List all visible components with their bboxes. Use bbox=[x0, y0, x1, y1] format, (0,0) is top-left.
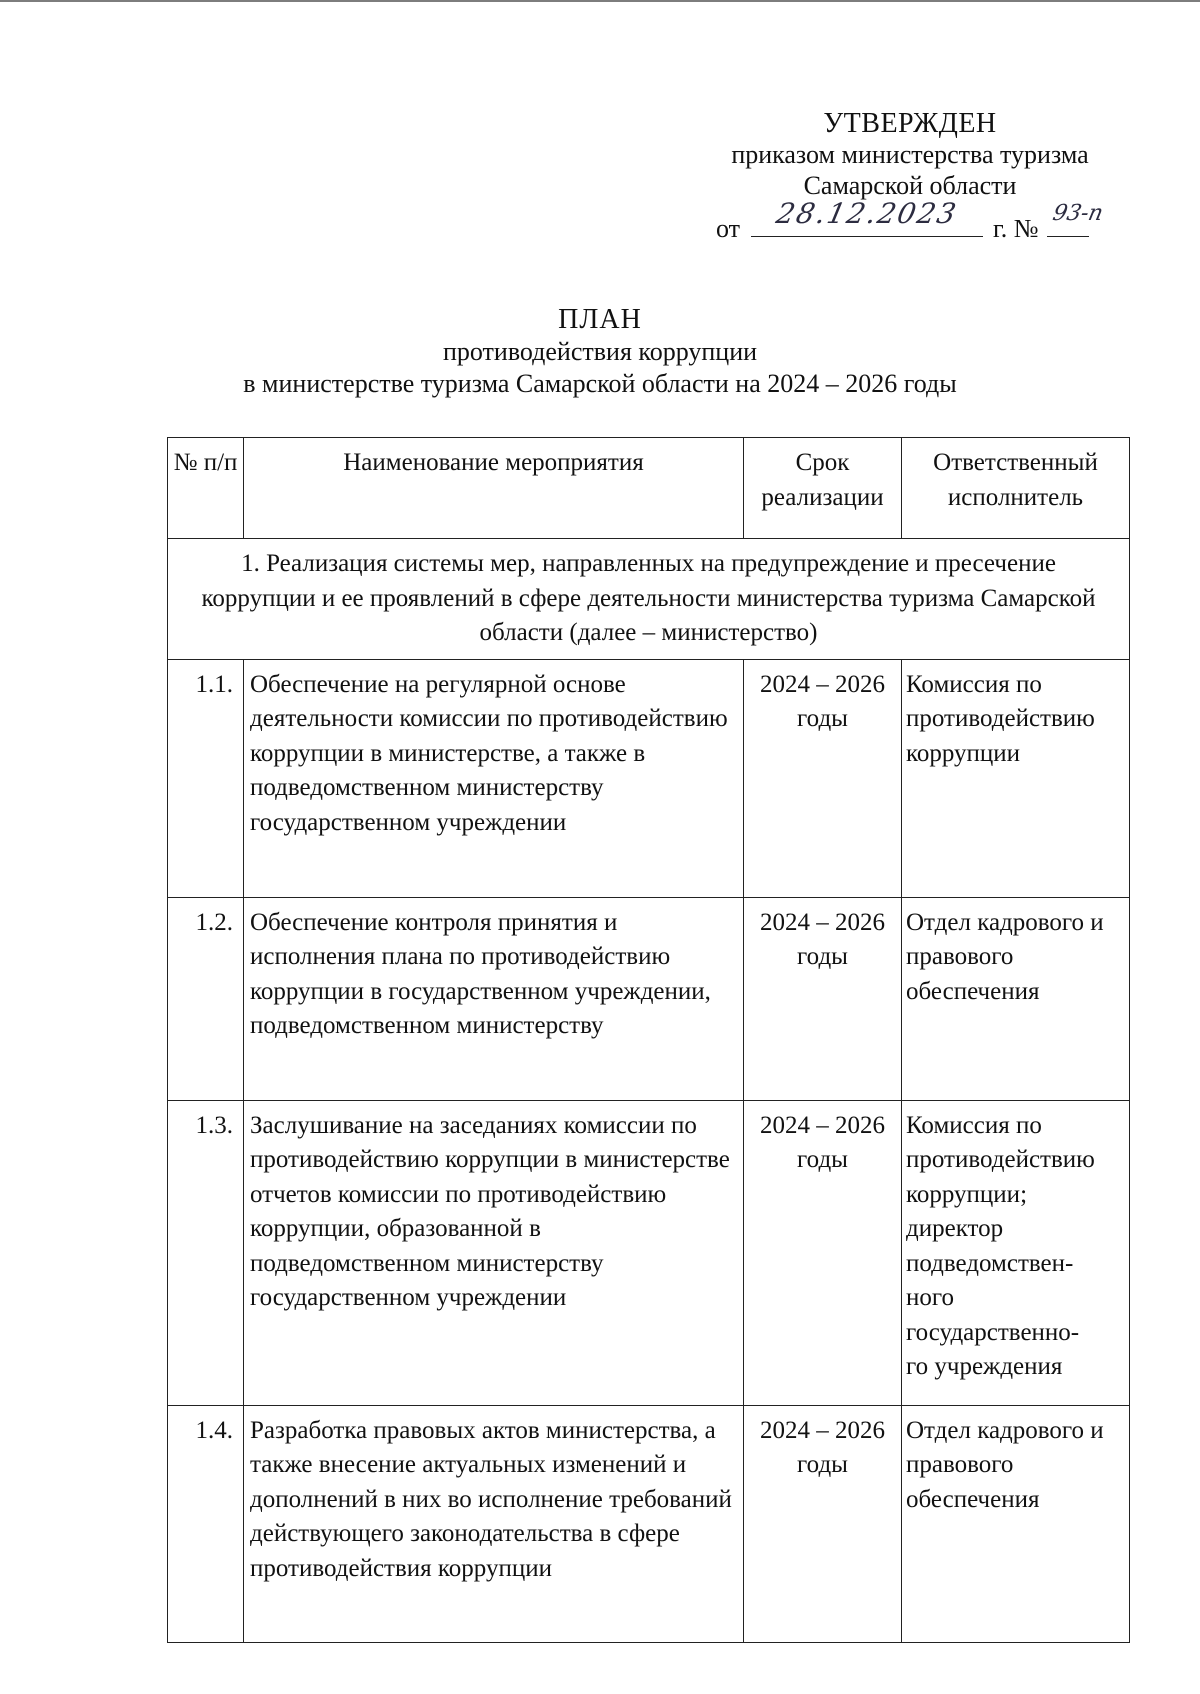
plan-title-block bbox=[160, 304, 1040, 400]
row-name: Обеспечение контроля принятия и исполнения плана по противодействию коррупции в государственном учреждении, подведомственном министерству bbox=[244, 897, 744, 1100]
section-title: 1. Реализация системы мер, направленных на предупреждение и пресечение коррупции и ее проявлений в сфере деятельности министерства туризма Самарской области (далее – министерство) bbox=[168, 539, 1130, 660]
date-prefix: от bbox=[716, 214, 741, 243]
header-name: Наименование мероприятия bbox=[244, 438, 744, 539]
table-row bbox=[168, 1100, 1130, 1405]
approval-block bbox=[700, 108, 1120, 201]
plan-heading: ПЛАН bbox=[558, 304, 642, 335]
date-blank bbox=[751, 197, 983, 237]
row-responsible: Комиссия по противодействию коррупции bbox=[902, 659, 1130, 897]
number-blank bbox=[1047, 201, 1106, 237]
handwritten-date: 28.12.2023 bbox=[772, 197, 961, 230]
plan-subtitle-1: противодействия коррупции bbox=[442, 337, 758, 366]
approval-title: УТВЕРЖДЕН bbox=[823, 108, 997, 139]
header-responsible: Ответственный исполнитель bbox=[902, 438, 1130, 539]
table-header-row bbox=[168, 438, 1130, 539]
header-term: Срок реализации bbox=[744, 438, 902, 539]
year-number-label: г. № bbox=[993, 214, 1039, 243]
handwritten-number: 93-п bbox=[1050, 201, 1106, 226]
row-responsible: Отдел кадрового и правового обеспечения bbox=[902, 1405, 1130, 1642]
row-name: Обеспечение на регулярной основе деятельности комиссии по противодействию коррупции в министерстве, а также в подведомственном министерству государственном учреждении bbox=[244, 659, 744, 897]
row-term: 2024 – 2026 годы bbox=[744, 659, 902, 897]
row-term: 2024 – 2026 годы bbox=[744, 1405, 902, 1642]
row-num: 1.4. bbox=[168, 1405, 244, 1642]
row-responsible: Комиссия по противодействию коррупции; директор подведомствен- ного государственно- го учреждения bbox=[902, 1100, 1130, 1405]
row-term: 2024 – 2026 годы bbox=[744, 897, 902, 1100]
row-name: Разработка правовых актов министерства, а также внесение актуальных изменений и дополнений в них во исполнение требований действующего законодательства в сфере противодействия коррупции bbox=[244, 1405, 744, 1642]
row-num: 1.3. bbox=[168, 1100, 244, 1405]
section-row bbox=[168, 539, 1130, 660]
approval-dateline bbox=[716, 197, 1136, 249]
row-num: 1.2. bbox=[168, 897, 244, 1100]
plan-subtitle-2: в министерстве туризма Самарской области на 2024 – 2026 годы bbox=[243, 369, 957, 398]
table-row bbox=[168, 897, 1130, 1100]
header-num: № п/п bbox=[168, 438, 244, 539]
row-term: 2024 – 2026 годы bbox=[744, 1100, 902, 1405]
row-name: Заслушивание на заседаниях комиссии по противодействию коррупции в министерстве отчетов комиссии по противодействию коррупции, образованной в подведомственном министерству государственном учреждении bbox=[244, 1100, 744, 1405]
row-num: 1.1. bbox=[168, 659, 244, 897]
row-responsible: Отдел кадрового и правового обеспечения bbox=[902, 897, 1130, 1100]
table-row bbox=[168, 1405, 1130, 1642]
approval-line-1: приказом министерства туризма bbox=[731, 140, 1089, 169]
page-top-edge bbox=[0, 0, 1200, 2]
approval-line-2: Самарской области bbox=[803, 171, 1017, 200]
table-row bbox=[168, 659, 1130, 897]
plan-table bbox=[167, 437, 1130, 1643]
